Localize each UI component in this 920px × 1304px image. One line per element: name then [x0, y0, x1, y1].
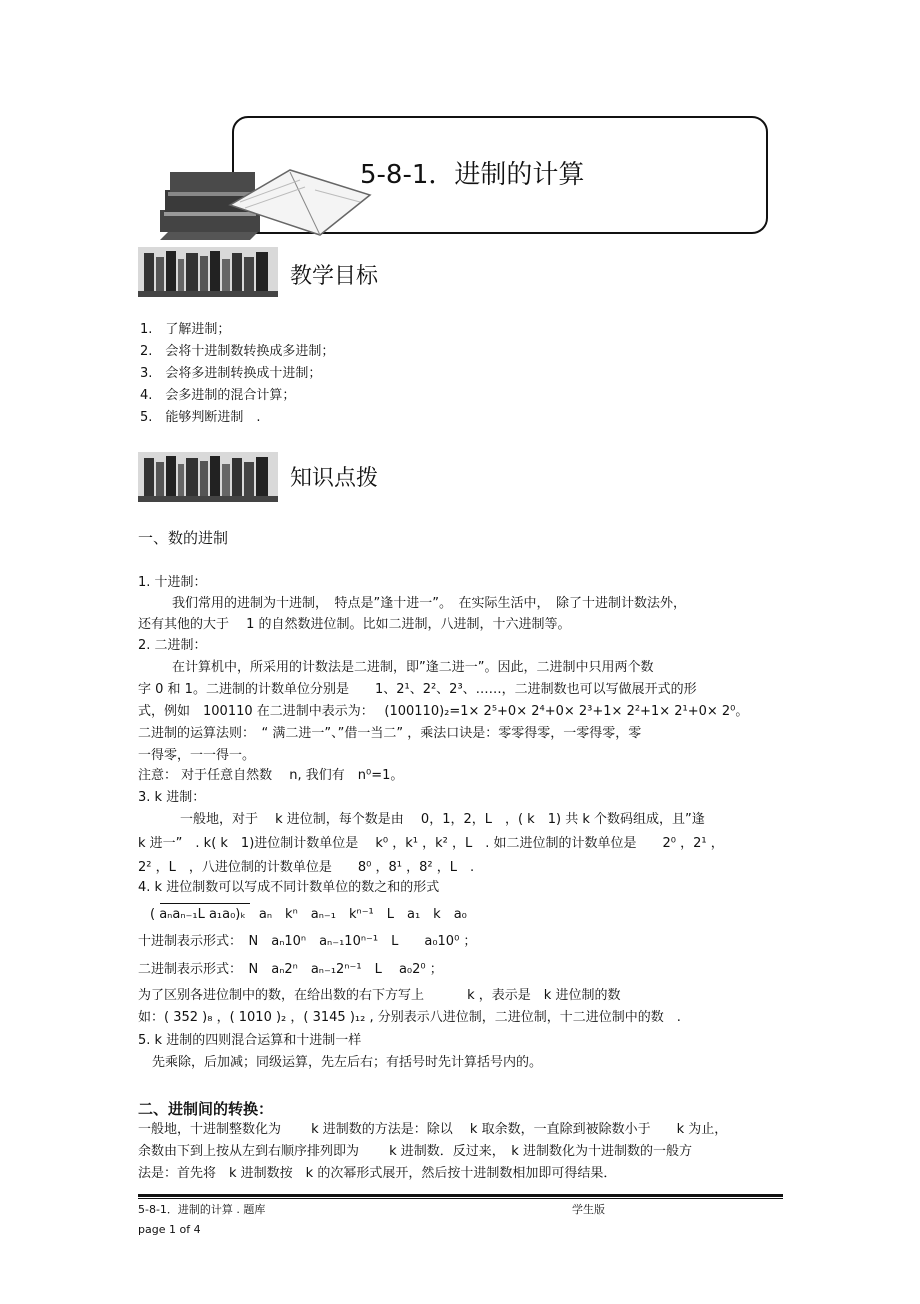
- goal-item: 1. 了解进制；: [140, 322, 231, 337]
- overline: [160, 903, 250, 904]
- formula: 二进制表示形式： N aₙ2ⁿ aₙ₋₁2ⁿ⁻¹ L a₀2⁰ ；: [138, 962, 443, 977]
- paragraph-line: 注意： 对于任意自然数 n, 我们有 n⁰=1。: [138, 768, 404, 783]
- goal-item: 4. 会多进制的混合计算；: [140, 388, 296, 403]
- formula: 十进制表示形式： N aₙ10ⁿ aₙ₋₁10ⁿ⁻¹ L a₀10⁰ ；: [138, 934, 477, 949]
- paragraph-line: 一般地，十进制整数化为 k 进制数的方法是：除以 k 取余数，一直除到被除数小于 k 为止，: [138, 1122, 728, 1137]
- paragraph-line: 二进制的运算法则： “ 满二进一”、”借一当二” ，乘法口诀是：零零得零，一零得零，零: [138, 726, 642, 741]
- paragraph-line: 式，例如 100110 在二进制中表示为： (100110)₂=1× 2⁵+0× 2⁴+0× 2³+1× 2²+1× 2¹+0× 2⁰。: [138, 704, 749, 719]
- paragraph-line: 法是：首先将 k 进制数按 k 的次幂形式展开，然后按十进制数相加即可得结果．: [138, 1166, 617, 1181]
- formula: ( aₙaₙ₋₁L a₁a₀)ₖ aₙ kⁿ aₙ₋₁ kⁿ⁻¹ L a₁ k a₀: [150, 907, 467, 922]
- decimal-heading: 1. 十进制：: [138, 575, 207, 590]
- bookshelf-icon: [138, 452, 278, 502]
- paragraph-line: 余数由下到上按从左到右顺序排列即为 k 进制数．反过来， k 进制数化为十进制数的一般方: [138, 1144, 692, 1159]
- paragraph-line: 一般地，对于 k 进位制，每个数是由 0，1，2，L ，( k 1) 共 k 个数码组成，且”逢: [180, 812, 705, 827]
- goal-item: 5. 能够判断进制 .: [140, 410, 261, 425]
- paragraph-line: 为了区别各进位制中的数，在给出数的右下方写上 k ，表示是 k 进位制的数: [138, 988, 621, 1003]
- books-illustration: [140, 150, 380, 250]
- page-number: page 1 of 4: [138, 1223, 201, 1236]
- footer-rule: [138, 1198, 783, 1199]
- goal-item: 2. 会将十进制数转换成多进制；: [140, 344, 335, 359]
- paragraph-line: 在计算机中，所采用的计数法是二进制，即”逢二进一”。因此，二进制中只用两个数: [172, 660, 654, 675]
- footer-rule: [138, 1194, 783, 1197]
- section-heading-knowledge: 知识点拨: [290, 466, 379, 491]
- part2-heading: 二、进制间的转换：: [138, 1100, 274, 1118]
- kbase-heading: 3. k 进制：: [138, 790, 206, 805]
- paragraph-line: 字 0 和 1。二进制的计数单位分别是 1、2¹、2²、2³、……，二进制数也可以写做展开式的形: [138, 682, 697, 697]
- part1-heading: 一、数的进制: [138, 529, 229, 547]
- bookshelf-icon: [138, 247, 278, 297]
- paragraph-line: 还有其他的大于 1 的自然数进位制。比如二进制，八进制，十六进制等。: [138, 617, 571, 632]
- paragraph-line: 如：( 352 )₈ ，( 1010 )₂ ，( 3145 )₁₂ , 分别表示八进位制，二进位制，十二进位制中的数 .: [138, 1010, 681, 1025]
- section-heading-goals: 教学目标: [290, 264, 379, 289]
- paragraph-line: k 进一” . k( k 1)进位制计数单位是 k⁰ ，k¹ ，k² ，L . 如二进位制的计数单位是 2⁰ ，2¹ ，: [138, 836, 724, 851]
- paragraph-line: 2² ，L ，八进位制的计数单位是 8⁰ ，8¹ ，8² ，L .: [138, 860, 475, 875]
- paragraph-line: 我们常用的进制为十进制， 特点是”逢十进一”。 在实际生活中， 除了十进制计数法外，: [172, 596, 686, 611]
- paragraph-line: 一得零，一一得一。: [138, 748, 256, 763]
- binary-heading: 2. 二进制：: [138, 638, 207, 653]
- goal-item: 3. 会将多进制转换成十进制；: [140, 366, 322, 381]
- page-title: 5-8-1．进制的计算: [360, 160, 585, 190]
- footer-right: 学生版: [572, 1203, 605, 1216]
- paragraph-line: 先乘除，后加减；同级运算，先左后右；有括号时先计算括号内的。: [152, 1055, 543, 1070]
- kops-heading: 5. k 进制的四则混合运算和十进制一样: [138, 1033, 362, 1048]
- footer-left: 5-8-1．进制的计算 . 题库: [138, 1203, 266, 1216]
- kexpand-heading: 4. k 进位制数可以写成不同计数单位的数之和的形式: [138, 880, 440, 895]
